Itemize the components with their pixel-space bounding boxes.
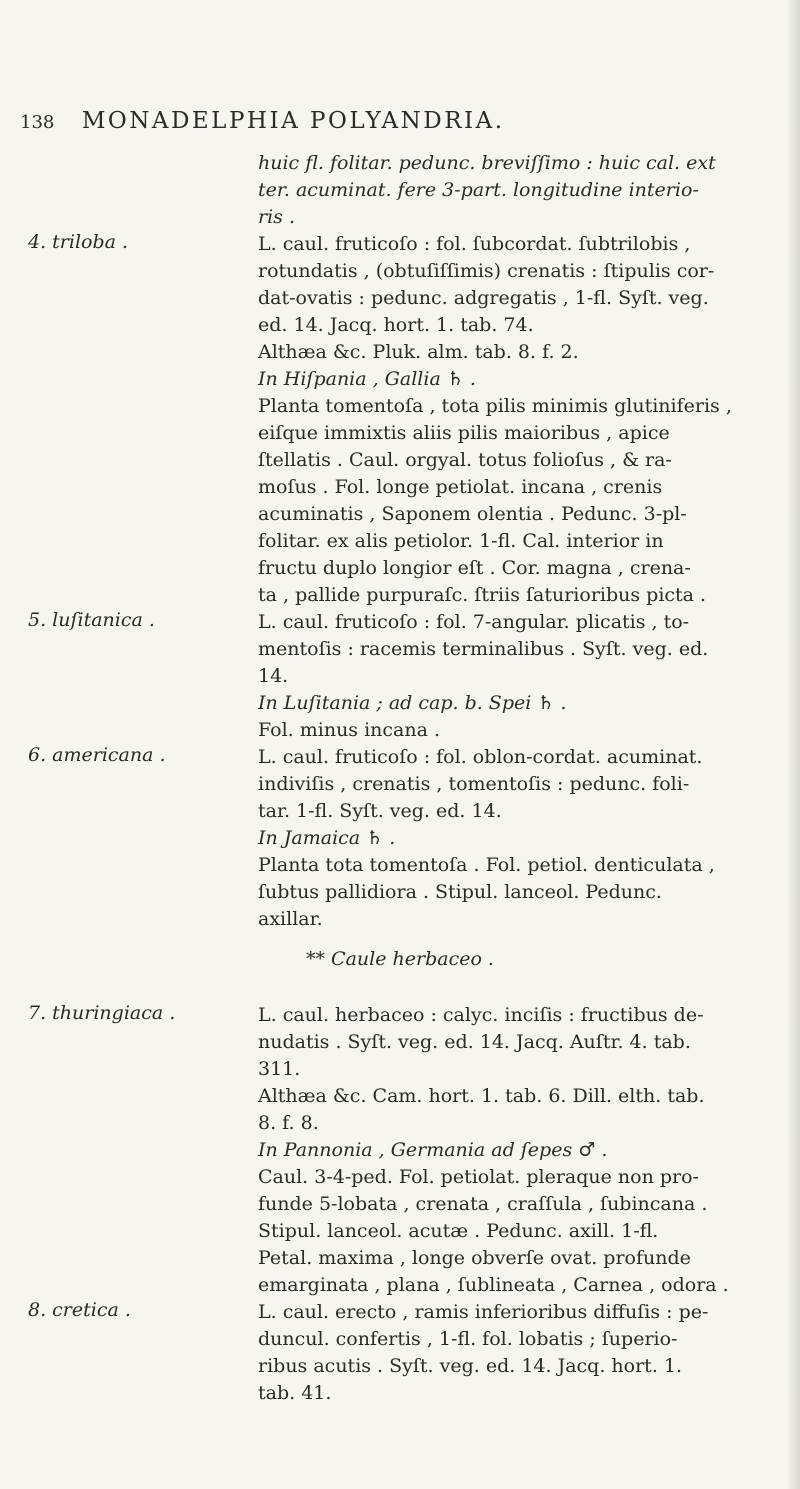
header-title: MONADELPHIA POLYANDRIA.	[81, 108, 505, 134]
species-label: 8. cretica .	[28, 1299, 131, 1321]
text-line: ſtellatis . Caul. orgyal. totus folioſus , & ra-	[258, 449, 672, 471]
text-line: indiviſis , crenatis , tomentoſis : pedunc. foli-	[258, 773, 690, 795]
text-line: huic fl. folitar. pedunc. breviſſimo : huic cal. ext	[258, 152, 716, 174]
text-line: ſubtus pallidiora . Stipul. lanceol. Pedunc.	[258, 881, 662, 903]
entry-lines	[258, 744, 778, 933]
page-number: 138	[20, 112, 55, 133]
text-line: tar. 1-fl. Syſt. veg. ed. 14.	[258, 800, 502, 822]
entry-lines	[258, 150, 778, 231]
text-line: Planta tomentoſa , tota pilis minimis glutiniferis ,	[258, 395, 732, 417]
text-line: In Hiſpania , Gallia ♄ .	[258, 368, 476, 390]
text-line: rotundatis , (obtuſiſſimis) crenatis : ſtipulis cor-	[258, 260, 715, 282]
text-line: fructu duplo longior eſt . Cor. magna , crena-	[258, 557, 691, 579]
text-line: acuminatis , Saponem olentia . Pedunc. 3-pl-	[258, 503, 687, 525]
text-line: eiſque immixtis aliis pilis maioribus , apice	[258, 422, 670, 444]
text-line: Planta tota tomentoſa . Fol. petiol. denticulata ,	[258, 854, 715, 876]
species-label: 5. luſitanica .	[28, 609, 155, 631]
species-label: 7. thuringiaca .	[28, 1002, 176, 1024]
entry-lines	[258, 1002, 778, 1299]
entry-lines	[258, 231, 778, 609]
text-line: Althæa &c. Cam. hort. 1. tab. 6. Dill. elth. tab.	[258, 1085, 705, 1107]
text-line: In Pannonia , Germania ad ſepes ♂ .	[258, 1139, 608, 1161]
entry-lines	[258, 1299, 778, 1407]
text-line: ribus acutis . Syſt. veg. ed. 14. Jacq. hort. 1.	[258, 1355, 683, 1377]
text-line: 311.	[258, 1058, 301, 1080]
page-edge-shadow	[786, 0, 800, 1489]
text-line: L. caul. fruticoſo : fol. 7-angular. plicatis , to-	[258, 611, 690, 633]
text-line: ris .	[258, 206, 295, 228]
text-line: folitar. ex alis petiolor. 1-fl. Cal. interior in	[258, 530, 664, 552]
text-line: In Jamaica ♄ .	[258, 827, 396, 849]
text-line: Petal. maxima , longe obverſe ovat. profunde	[258, 1247, 691, 1269]
text-line: Fol. minus incana .	[258, 719, 441, 741]
text-line: dat-ovatis : pedunc. adgregatis , 1-fl. Syſt. veg.	[258, 287, 709, 309]
text-line: mentoſis : racemis terminalibus . Syſt. veg. ed.	[258, 638, 709, 660]
text-line: emarginata , plana , ſublineata , Carnea , odora .	[258, 1274, 729, 1296]
text-line: 8. f. 8.	[258, 1112, 319, 1134]
text-line: nudatis . Syſt. veg. ed. 14. Jacq. Auſtr. 4. tab.	[258, 1031, 691, 1053]
text-line: Caul. 3-4-ped. Fol. petiolat. pleraque non pro-	[258, 1166, 699, 1188]
text-line: axillar.	[258, 908, 323, 930]
text-line: Stipul. lanceol. acutæ . Pedunc. axill. 1-fl.	[258, 1220, 659, 1242]
text-line: ed. 14. Jacq. hort. 1. tab. 74.	[258, 314, 534, 336]
text-line: L. caul. erecto , ramis inferioribus diffuſis : pe-	[258, 1301, 709, 1323]
text-line: moſus . Fol. longe petiolat. incana , crenis	[258, 476, 663, 498]
text-line: 14.	[258, 665, 289, 687]
text-line: duncul. confertis , 1-fl. fol. lobatis ; ſuperio-	[258, 1328, 678, 1350]
entry-lines	[258, 609, 778, 744]
text-line: funde 5-lobata , crenata , craſſula , ſubincana .	[258, 1193, 708, 1215]
text-line: L. caul. herbaceo : calyc. inciſis : fructibus de-	[258, 1004, 704, 1026]
text-line: In Luſitania ; ad cap. b. Spei ♄ .	[258, 692, 567, 714]
text-line: L. caul. fruticoſo : fol. ſubcordat. ſubtrilobis ,	[258, 233, 691, 255]
text-line: ter. acuminat. fere 3-part. longitudine interio-	[258, 179, 699, 201]
text-line: Althæa &c. Pluk. alm. tab. 8. f. 2.	[258, 341, 579, 363]
species-label: 4. triloba .	[28, 231, 129, 253]
section-heading: ** Caule herbaceo .	[306, 948, 494, 970]
text-line: tab. 41.	[258, 1382, 332, 1404]
text-line: L. caul. fruticoſo : fol. oblon-cordat. acuminat.	[258, 746, 703, 768]
running-header	[20, 108, 760, 142]
species-label: 6. americana .	[28, 744, 166, 766]
text-line: ta , pallide purpuraſc. ſtriis ſaturioribus picta .	[258, 584, 707, 606]
